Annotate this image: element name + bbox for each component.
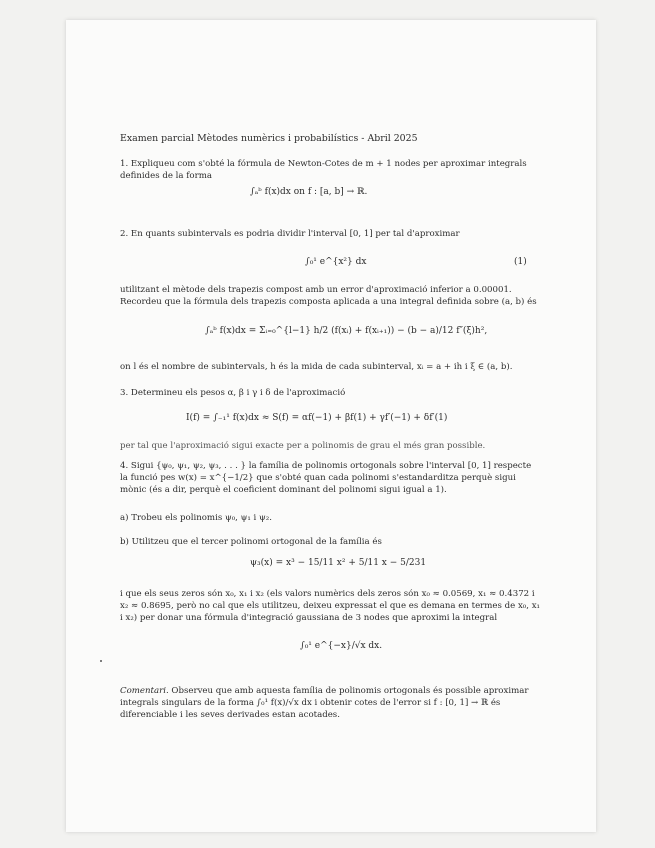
question-4-part-b: b) Utilitzeu que el tercer polinomi ortogonal de la família és [120, 537, 382, 547]
equation-number: (1) [514, 257, 527, 267]
question-4-text-2: i que els seus zeros són x₀, x₁ i x₂ (els valors numèrics dels zeros són x₀ ≈ 0.0569, x₁ ≈ 0.4372 i x₂ ≈ 0.8695, però no cal que els utilitzeu, deixeu expressat el que es demana en termes de x₀, x₁ i x₂) per donar una fórmula d'integració gaussiana de 3 nodes que aproximi la integral [120, 589, 541, 623]
question-4-part-a: a) Trobeu els polinomis ψ₀, ψ₁ i ψ₂. [120, 513, 272, 523]
trapezoid-formula: ∫ₐᵇ f(x)dx = Σᵢ₌₀^{l−1} h/2 (f(xᵢ) + f(xᵢ₊₁)) − (b − a)/12 f″(ξ)h², [205, 326, 488, 336]
question-3-text: 3. Determineu els pesos α, β i γ i δ de l'aproximació [120, 388, 346, 398]
comment-text: Observeu que amb aquesta família de polinomis ortogonals és possible aproximar integrals singulars de la forma ∫₀¹ f(x)/√x dx i obtenir cotes de l'error si f : [0, 1] → ℝ és diferenciable i les seves derivades estan acotades. [120, 686, 529, 720]
comment-label: Comentari. [120, 686, 169, 696]
question-1-text: 1. Expliqueu com s'obté la fórmula de Newton-Cotes de m + 1 nodes per aproximar integrals definides de la forma [120, 159, 527, 181]
question-4-text: 4. Sigui {ψ₀, ψ₁, ψ₂, ψ₃, . . . } la família de polinomis ortogonals sobre l'interval [0, 1] respecte la funció pes w(x) = x^{−1/2} que s'obté quan cada polinomi s'estandarditza perquè sigui mònic (és a dir, perquè el coeficient dominant del polinomi sigui igual a 1). [120, 461, 532, 495]
scan-speck [100, 660, 102, 662]
question-3-formula: I(f) = ∫₋₁¹ f(x)dx ≈ S(f) = αf(−1) + βf(1) + γf′(−1) + δf′(1) [186, 413, 448, 423]
question-4-integral: ∫₀¹ e^{−x}/√x dx. [300, 641, 383, 651]
question-2-text-3: on l és el nombre de subintervals, h és la mida de cada subinterval, xᵢ = a + ih i ξ ∈ (a, b). [120, 362, 513, 372]
question-2-text-2: utilitzant el mètode dels trapezis compost amb un error d'aproximació inferior a 0.00001. Recordeu que la fórmula dels trapezis composta aplicada a una integral definida sobre (a, b) és [120, 285, 537, 307]
question-1-formula: ∫ₐᵇ f(x)dx on f : [a, b] → ℝ. [250, 187, 368, 197]
question-2-text: 2. En quants subintervals es podria dividir l'interval [0, 1] per tal d'aproximar [120, 229, 460, 239]
psi3-formula: ψ₃(x) = x³ − 15/11 x² + 5/11 x − 5/231 [250, 558, 427, 568]
comment-block [120, 685, 540, 721]
question-3-text-2: per tal que l'aproximació sigui exacte per a polinomis de grau el més gran possible. [120, 441, 486, 451]
question-2-integral: ∫₀¹ e^{x²} dx [305, 257, 367, 267]
exam-title: Examen parcial Mètodes numèrics i probabilístics - Abril 2025 [120, 133, 418, 144]
